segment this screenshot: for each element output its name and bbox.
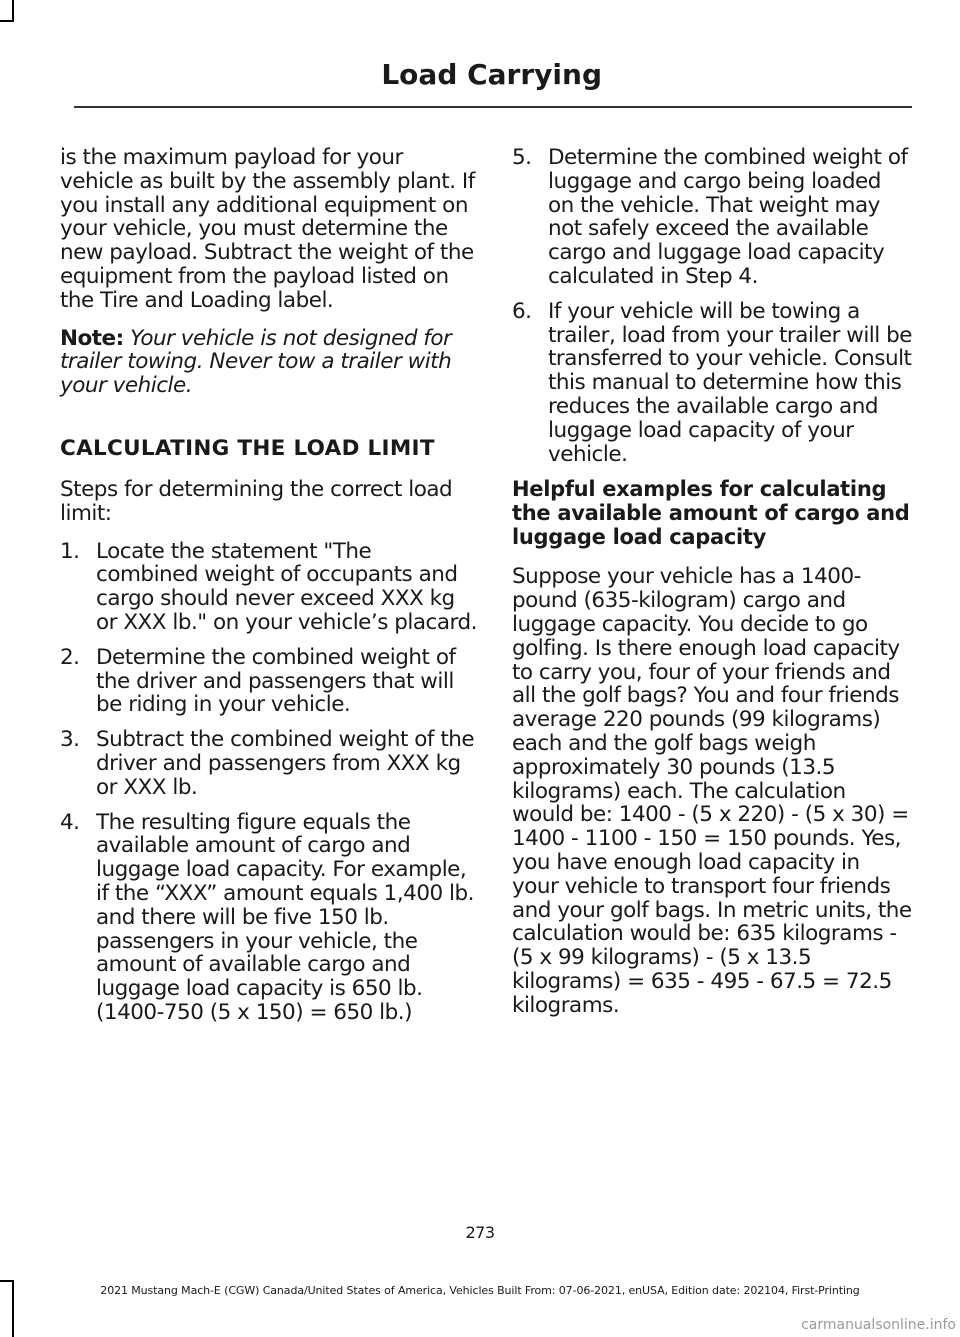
steps-intro: Steps for determining the correct load limit: <box>60 476 453 526</box>
section-heading: CALCULATING THE LOAD LIMIT <box>60 435 435 461</box>
steps-list-left <box>60 540 478 1025</box>
note <box>60 327 478 398</box>
list-item <box>60 646 478 717</box>
crop-mark-top-left <box>12 0 14 22</box>
step-text: If your vehicle will be towing a trailer, load from your trailer will be transferred to your vehicle. Consult this manual to determine how this reduces the available cargo and luggage load capacity of your vehicle. <box>548 298 912 467</box>
step-number: 6. <box>512 298 532 324</box>
step-text: Subtract the combined weight of the driver and passengers from XXX kg or XXX lb. <box>96 727 475 800</box>
step-text: Determine the combined weight of the driver and passengers that will be riding in your vehicle. <box>96 644 456 718</box>
crop-mark-top-left-h <box>0 20 14 22</box>
list-item <box>60 811 478 1025</box>
list-item <box>512 146 912 289</box>
watermark: carmanualsonline.info <box>801 1317 956 1333</box>
list-item <box>60 540 478 635</box>
page-number: 273 <box>465 1223 495 1242</box>
left-column <box>60 146 478 1036</box>
example-paragraph: Suppose your vehicle has a 1400-pound (635-kilogram) cargo and luggage capacity. You decide to go golfing. Is there enough load capacity to carry you, four of your friends and all the golf bags? You and four friends average 220 pounds (99 kilograms) each and the golf bags weigh approximately 30 pounds (13.5 kilograms) each. The calculation would be: 1400 - (5 x 220) - (5 x 30) = 1400 - 1100 - 150 = 150 pounds. Yes, you have enough load capacity in your vehicle to transport four friends and your golf bags. In metric units, the calculation would be: 635 kilograms - (5 x 99 kilograms) - (5 x 13.5 kilograms) = 635 - 495 - 67.5 = 72.5 kilograms. <box>512 564 912 1018</box>
list-item <box>512 300 912 467</box>
note-text: Your vehicle is not designed for trailer towing. Never tow a trailer with your vehicle. <box>60 325 452 399</box>
page-title: Load Carrying <box>381 58 602 91</box>
intro-paragraph: is the maximum payload for your vehicle as built by the assembly plant. If you install any additional equipment on your vehicle, you must determine the new payload. Subtract the weight of the equipment from the payload listed on the Tire and Loading label. <box>60 145 475 313</box>
note-label: Note: <box>60 325 124 351</box>
step-number: 2. <box>60 644 80 670</box>
step-text: Locate the statement "The combined weight of occupants and cargo should never exceed XXX kg or XXX lb." on your vehicle’s placard. <box>96 538 477 635</box>
step-number: 1. <box>60 538 80 564</box>
step-text: The resulting figure equals the available amount of cargo and luggage load capacity. For example, if the “XXX” amount equals 1,400 lb. and there will be five 150 lb. passengers in your vehicle, the amount of available cargo and luggage load capacity is 650 lb. (1400-750 (5 x 150) = 650 lb.) <box>96 809 474 1025</box>
steps-list-right <box>512 146 912 466</box>
list-item <box>60 728 478 799</box>
step-number: 3. <box>60 727 80 753</box>
step-number: 4. <box>60 809 80 835</box>
step-number: 5. <box>512 145 532 170</box>
examples-subheading: Helpful examples for calculating the available amount of cargo and luggage load capacity <box>512 477 910 550</box>
edition-footer: 2021 Mustang Mach-E (CGW) Canada/United States of America, Vehicles Built From: 07-06-2021, enUSA, Edition date: 202104, First-Printing <box>100 1284 860 1297</box>
step-text: Determine the combined weight of luggage and cargo being loaded on the vehicle. That weight may not safely exceed the available cargo and luggage load capacity calculated in Step 4. <box>548 145 908 289</box>
header-divider <box>74 106 912 108</box>
right-column <box>512 146 912 1032</box>
